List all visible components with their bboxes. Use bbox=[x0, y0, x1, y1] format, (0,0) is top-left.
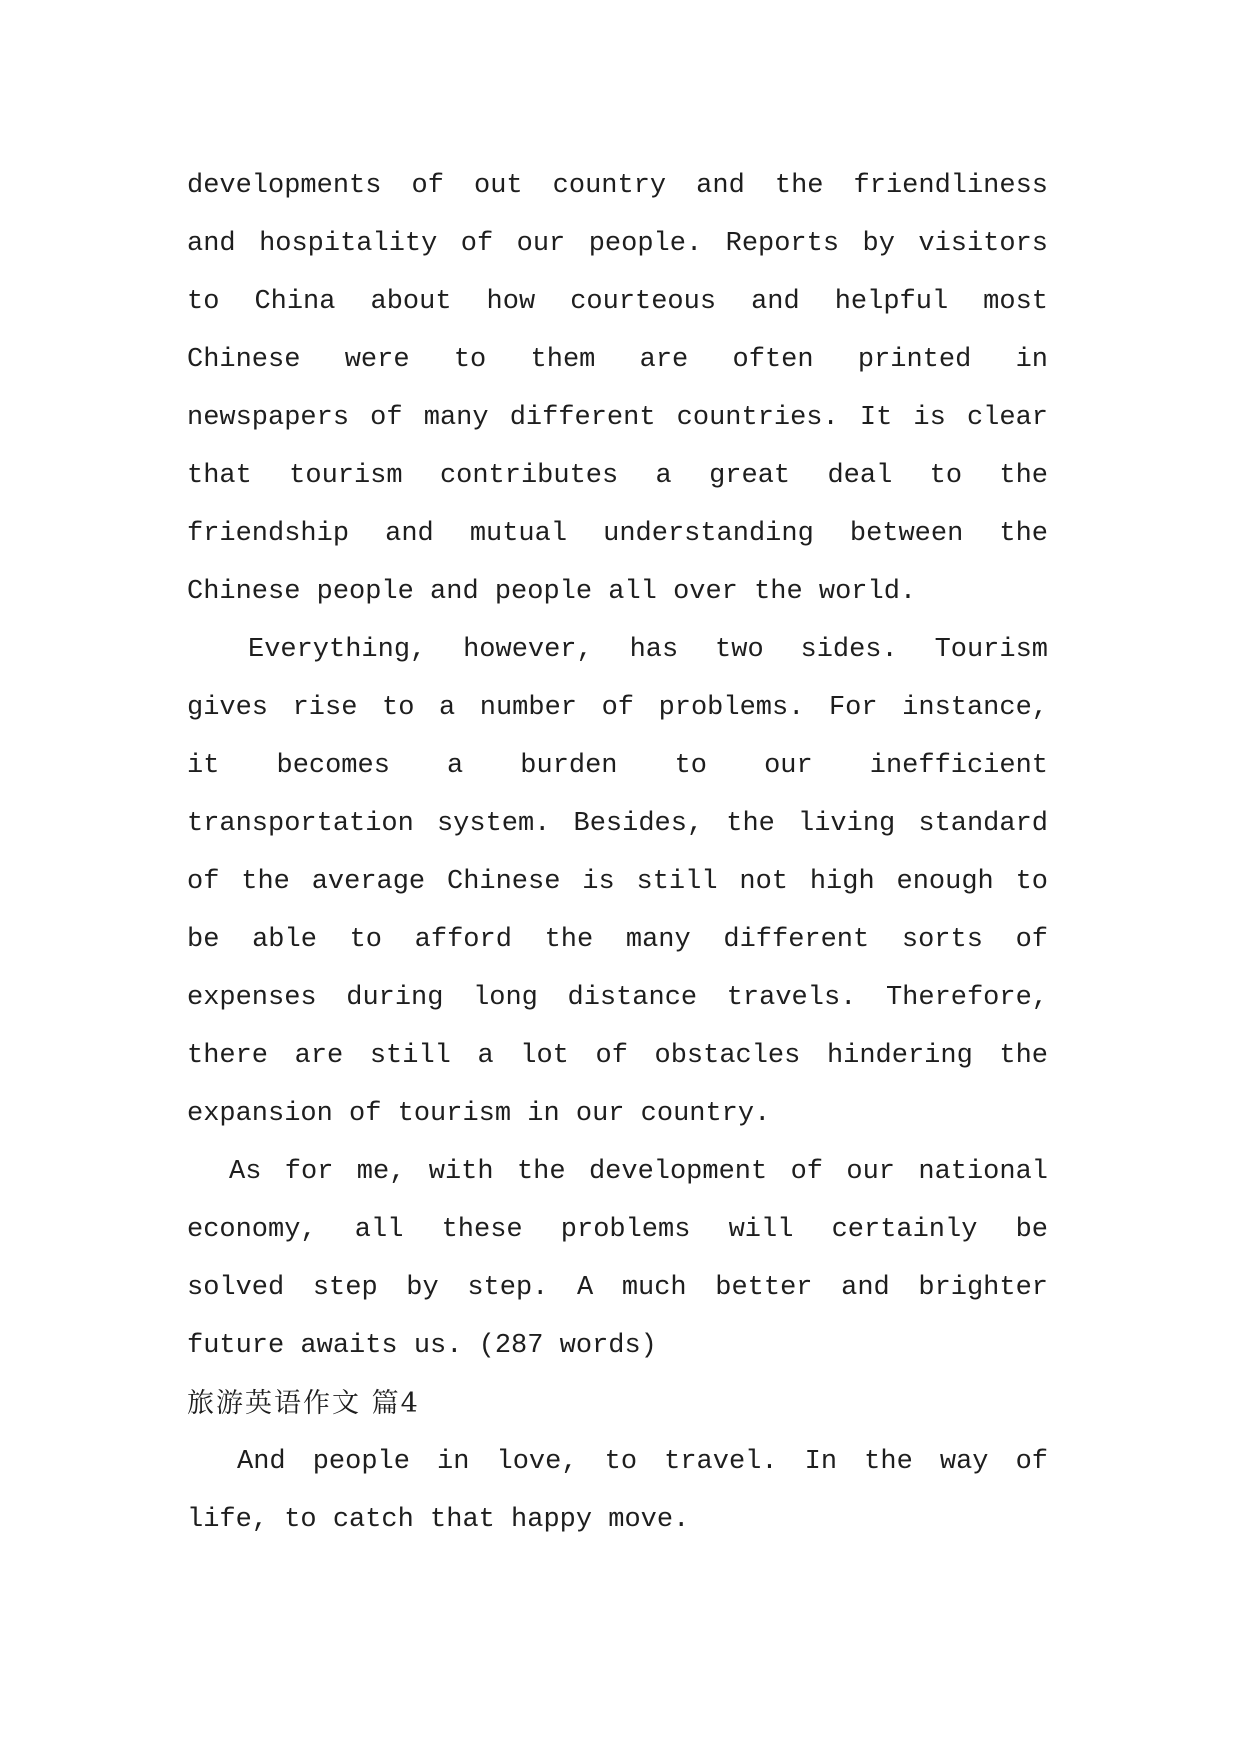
paragraph bbox=[187, 621, 1048, 1143]
text-line: and hospitality of our people. Reports by visitors bbox=[187, 229, 1048, 259]
text-line: expenses during long distance travels. Therefore, bbox=[187, 983, 1048, 1013]
text-line: solved step by step. A much better and brighter bbox=[187, 1273, 1048, 1303]
text-line: that tourism contributes a great deal to the bbox=[187, 461, 1048, 491]
text-line: transportation system. Besides, the living standard bbox=[187, 809, 1048, 839]
text-line: friendship and mutual understanding between the bbox=[187, 519, 1048, 549]
text-line: And people in love, to travel. In the way of bbox=[237, 1447, 1048, 1477]
text-line: be able to afford the many different sorts of bbox=[187, 925, 1048, 955]
text-line: As for me, with the development of our national bbox=[229, 1157, 1048, 1187]
paragraph bbox=[187, 1433, 1048, 1549]
text-line: of the average Chinese is still not high enough to bbox=[187, 867, 1048, 897]
text-line: gives rise to a number of problems. For instance, bbox=[187, 693, 1048, 723]
text-line: economy, all these problems will certainly be bbox=[187, 1215, 1048, 1245]
paragraph bbox=[187, 1143, 1048, 1375]
text-line: Chinese people and people all over the world. bbox=[187, 577, 917, 607]
document-body bbox=[187, 157, 1048, 1549]
text-line: newspapers of many different countries. It is clear bbox=[187, 403, 1048, 433]
text-line: life, to catch that happy move. bbox=[187, 1505, 690, 1535]
text-line: there are still a lot of obstacles hindering the bbox=[187, 1041, 1048, 1071]
text-line: Everything, however, has two sides. Tourism bbox=[248, 635, 1048, 665]
text-line: to China about how courteous and helpful most bbox=[187, 287, 1048, 317]
text-line: developments of out country and the friendliness bbox=[187, 171, 1048, 201]
section-heading: 旅游英语作文 篇4 bbox=[187, 1388, 420, 1419]
text-line: Chinese were to them are often printed in bbox=[187, 345, 1048, 375]
text-line: expansion of tourism in our country. bbox=[187, 1099, 771, 1129]
text-line: it becomes a burden to our inefficient bbox=[187, 751, 1048, 781]
text-line: future awaits us. (287 words) bbox=[187, 1331, 657, 1361]
paragraph bbox=[187, 157, 1048, 621]
